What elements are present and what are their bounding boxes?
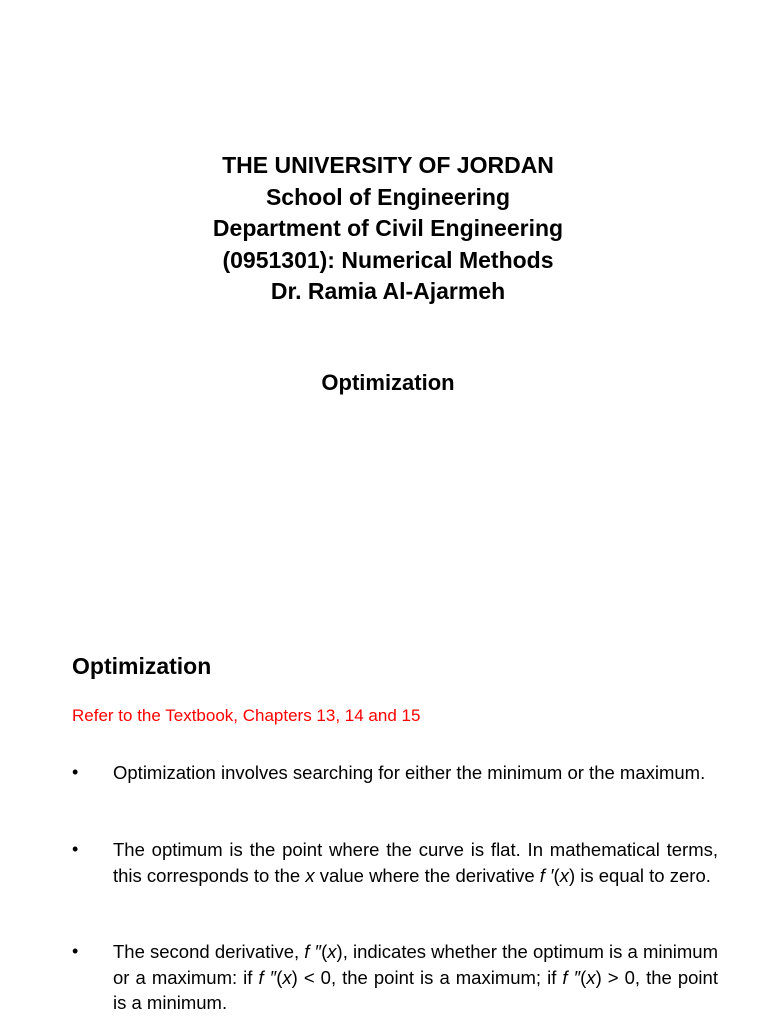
bullet-text-part: , indicates whether the optimum is a minimum or a maximum: if — [113, 941, 719, 988]
slide-subtitle: Optimization — [321, 370, 455, 395]
bullet-text-part: < 0, the point is a maximum; if — [297, 966, 563, 988]
bullet-text-part: is equal to zero. — [575, 864, 711, 886]
title-block — [0, 150, 768, 308]
bullet-text-part: The optimum is the point where the curve is flat. In mathematical terms, this corresponds to the — [113, 839, 718, 886]
math-paren: ) — [595, 966, 602, 988]
math-variable: x — [586, 966, 596, 988]
course-name: (0951301): Numerical Methods — [222, 246, 554, 273]
department-name: Department of Civil Engineering — [212, 215, 564, 241]
bullet-symbol: • — [72, 941, 79, 961]
math-variable: x — [305, 864, 315, 886]
content-slide — [0, 600, 768, 1024]
math-variable: x — [327, 941, 337, 962]
instructor-name: Dr. Ramia Al-Ajarmeh — [270, 278, 506, 304]
math-paren: ) — [291, 966, 298, 988]
math-paren: ( — [276, 966, 283, 988]
math-paren: ( — [553, 864, 560, 886]
bullet-symbol: • — [72, 762, 79, 782]
math-paren: ( — [580, 966, 587, 988]
math-paren: ) — [336, 941, 343, 962]
bullet-text — [113, 939, 718, 1016]
math-variable: x — [559, 864, 569, 886]
bullet-text-part: value where the derivative — [314, 864, 540, 886]
university-name: THE UNIVERSITY OF JORDAN — [222, 152, 554, 178]
bullet-text — [113, 837, 718, 888]
textbook-reference: Refer to the Textbook, Chapters 13, 14 and 15 — [72, 706, 421, 725]
math-function: f ′ — [539, 864, 554, 886]
bullet-text-part: The second derivative, — [113, 941, 305, 962]
school-name: School of Engineering — [265, 183, 511, 210]
math-function: f ″ — [304, 941, 322, 962]
slide-heading: Optimization — [72, 653, 212, 679]
math-paren: ) — [568, 864, 576, 886]
math-variable: x — [282, 966, 292, 988]
bullet-text: Optimization involves searching for either the minimum or the maximum. — [113, 762, 706, 783]
math-paren: ( — [321, 941, 328, 962]
math-function: f ″ — [562, 966, 581, 988]
bullet-text-part: > 0, the point is a minimum. — [113, 966, 718, 1013]
bullet-symbol: • — [72, 839, 79, 859]
math-function: f ″ — [258, 966, 277, 988]
